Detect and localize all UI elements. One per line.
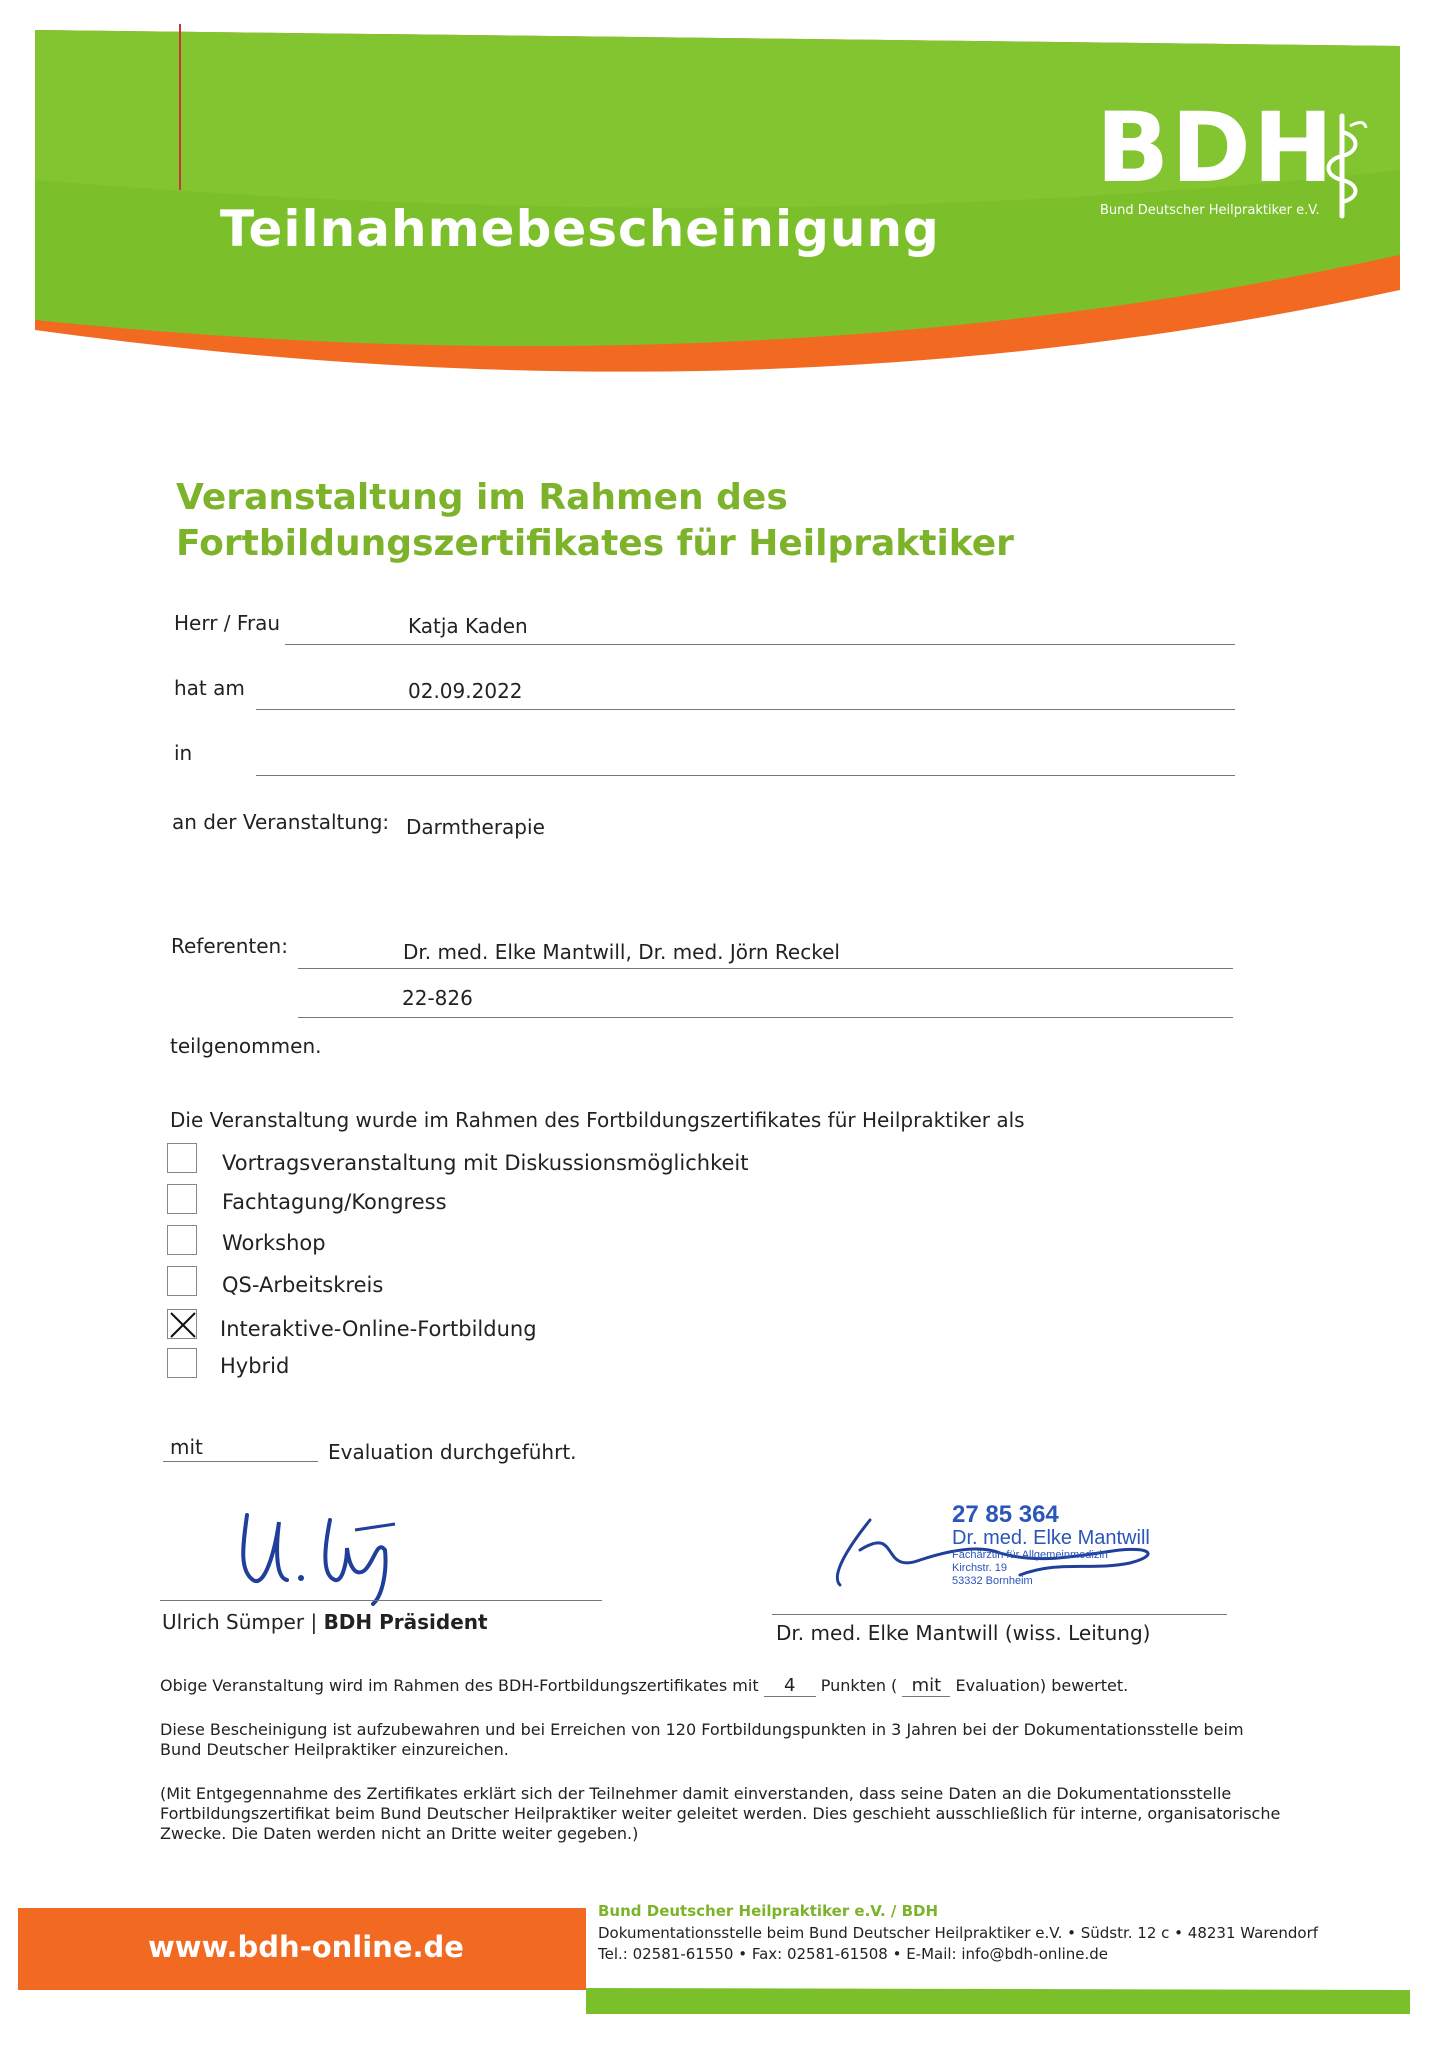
president-name: Ulrich Sümper [162, 1610, 305, 1634]
code-value: 22-826 [402, 986, 473, 1010]
separator: | [310, 1610, 318, 1634]
checkbox-label: Interaktive-Online-Fortbildung [220, 1317, 537, 1341]
checkbox-fachtagung[interactable] [167, 1184, 197, 1214]
stamp-number: 27 85 364 [952, 1501, 1059, 1528]
checkbox-label: Fachtagung/Kongress [222, 1190, 447, 1214]
checkbox-label: Hybrid [220, 1354, 290, 1378]
rating-points: 4 [764, 1676, 816, 1697]
stamp-name: Dr. med. Elke Mantwill [952, 1527, 1150, 1549]
speakers-line [298, 968, 1233, 969]
retention-note [160, 1720, 1244, 1760]
footer-org: Bund Deutscher Heilpraktiker e.V. / BDH [598, 1902, 939, 1920]
checkbox-online[interactable] [167, 1309, 197, 1339]
rating-eval-value: mit [902, 1676, 950, 1697]
logo-text: BDH [1096, 92, 1336, 204]
stamp-line-3: 53332 Bornheim [952, 1575, 1033, 1587]
asclepius-staff-icon [1320, 112, 1370, 222]
president-signature-line [160, 1600, 602, 1601]
rating-suffix: Evaluation) bewertet. [955, 1676, 1129, 1695]
stamp-line-2: Kirchstr. 19 [952, 1562, 1008, 1574]
participated-text: teilgenommen. [170, 1034, 322, 1058]
logo-subtitle: Bund Deutscher Heilpraktiker e.V. [1100, 203, 1320, 218]
leader-name: Dr. med. Elke Mantwill (wiss. Leitung) [776, 1621, 1151, 1645]
footer-address: Dokumentationsstelle beim Bund Deutscher Heilpraktiker e.V. • Südstr. 12 c • 48231 Warendorf [598, 1924, 1319, 1942]
checkbox-workshop[interactable] [167, 1225, 197, 1255]
subtitle-line-1: Veranstaltung im Rahmen des [176, 477, 788, 518]
doctor-stamp [952, 1502, 1150, 1588]
checkbox-label: Workshop [222, 1231, 326, 1255]
retention-note-line-1: Diese Bescheinigung ist aufzubewahren und bei Erreichen von 120 Fortbildungspunkten in 3 Jahren bei der Dokumentationsstelle beim [160, 1720, 1244, 1739]
event-value: Darmtherapie [406, 815, 545, 839]
rating-sentence [160, 1676, 1280, 1697]
president-role: BDH Präsident [323, 1610, 488, 1634]
retention-note-line-2: Bund Deutscher Heilpraktiker einzureichen. [160, 1740, 509, 1759]
name-value: Katja Kaden [408, 614, 528, 638]
date-value: 02.09.2022 [408, 679, 523, 703]
stamp-line-1: Fachärztin für Allgemeinmedizin [952, 1549, 1108, 1561]
code-line [298, 1017, 1233, 1018]
place-label: in [174, 741, 193, 765]
consent-note-line-2: Fortbildungszertifikat beim Bund Deutscher Heilpraktiker weiter geleitet werden. Dies geschieht ausschließlich für interne, organisatorische [160, 1804, 1281, 1823]
speakers-label: Referenten: [171, 934, 288, 958]
consent-note [160, 1784, 1280, 1844]
president-name-line [162, 1610, 488, 1634]
rating-prefix: Obige Veranstaltung wird im Rahmen des BDH-Fortbildungszertifikates mit [160, 1676, 759, 1695]
certificate-subtitle [176, 475, 1014, 567]
leader-signature-line [772, 1614, 1227, 1615]
checkbox-label: Vortragsveranstaltung mit Diskussionsmöglichkeit [222, 1151, 749, 1175]
speakers-value: Dr. med. Elke Mantwill, Dr. med. Jörn Reckel [403, 940, 840, 964]
name-label: Herr / Frau [174, 611, 281, 635]
subtitle-line-2: Fortbildungszertifikates für Heilpraktiker [176, 523, 1014, 564]
president-signature [235, 1500, 415, 1610]
consent-note-line-3: Zwecke. Die Daten werden nicht an Dritte weiter gegeben.) [160, 1824, 639, 1843]
evaluation-text: Evaluation durchgeführt. [328, 1440, 577, 1464]
rating-points-label: Punkten ( [820, 1676, 898, 1695]
bdh-logo [1096, 92, 1336, 204]
type-intro: Die Veranstaltung wurde im Rahmen des Fortbildungszertifikates für Heilpraktiker als [170, 1108, 1025, 1132]
evaluation-value: mit [170, 1435, 203, 1459]
evaluation-line [163, 1461, 318, 1462]
footer-contact: Tel.: 02581-61550 • Fax: 02581-61508 • E-Mail: info@bdh-online.de [598, 1945, 1109, 1963]
consent-note-line-1: (Mit Entgegennahme des Zertifikates erklärt sich der Teilnehmer damit einverstanden, dass seine Daten an die Dokumentationsstelle [160, 1784, 1232, 1803]
name-line [285, 644, 1235, 645]
document-title: Teilnahmebescheinigung [220, 200, 940, 258]
date-label: hat am [174, 676, 245, 700]
checkbox-vortrag[interactable] [167, 1143, 197, 1173]
place-line [256, 775, 1235, 776]
checkbox-qs[interactable] [167, 1266, 197, 1296]
event-label: an der Veranstaltung: [172, 810, 390, 834]
website-link[interactable]: www.bdh-online.de [148, 1930, 464, 1964]
checkbox-label: QS-Arbeitskreis [222, 1273, 384, 1297]
check-x-icon [168, 1310, 198, 1340]
checkbox-hybrid[interactable] [167, 1348, 197, 1378]
date-line [256, 709, 1235, 710]
